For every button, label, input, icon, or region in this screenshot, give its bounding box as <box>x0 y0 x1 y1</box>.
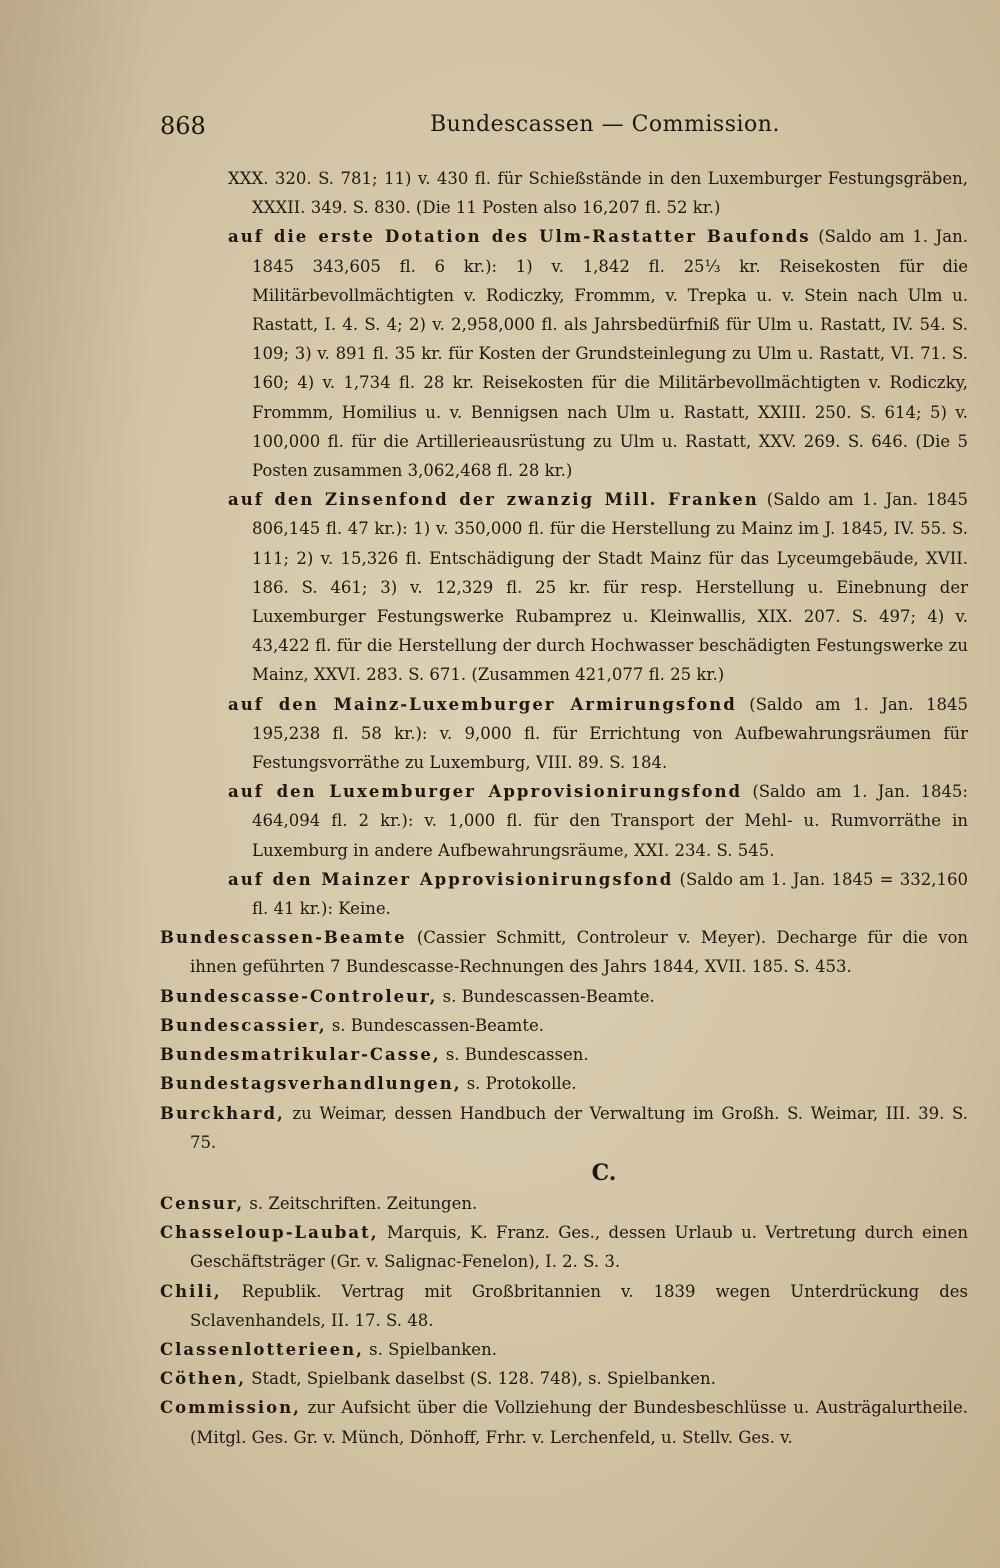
entry-heading: Burckhard, <box>160 1103 285 1123</box>
entry-heading: Commission, <box>160 1398 301 1418</box>
entry-text: Republik. Vertrag mit Großbritannien v. 1839 wegen Unterdrückung des Sclavenhandels, II. 17. S. 48. <box>190 1281 969 1330</box>
index-subentry <box>160 690 968 778</box>
entry-heading: Bundescassier, <box>160 1015 327 1035</box>
index-subentry <box>160 865 968 923</box>
entry-heading: auf den Luxemburger Approvisionirungsfond <box>228 782 742 802</box>
index-entry <box>160 1277 968 1335</box>
entry-text: s. Bundescassen-Beamte. <box>442 986 655 1006</box>
index-subentry <box>160 222 968 485</box>
entry-text: Stadt, Spielbank daselbst (S. 128. 748), s. Spielbanken. <box>251 1369 716 1389</box>
entry-heading: auf den Mainzer Approvisionirungsfond <box>228 869 674 889</box>
letter-section-heading: C. <box>591 1159 617 1186</box>
entry-text: (Saldo am 1. Jan. 1845 806,145 fl. 47 kr.): 1) v. 350,000 fl. für die Herstellung zu Mainz im J. 1845, IV. 55. S. 111; 2) v. 15,326 fl. Entschädigung der Stadt Mainz für das Lyceumgebäude, XVII. 186. S. 461; 3) v. 12,329 fl. 25 kr. für resp. Herstellung u. Einebnung der Luxemburger Festungswerke Rubamprez u. Kleinwallis, XIX. 207. S. 497; 4) v. 43,422 fl. für die Herstellung der durch Hochwasser beschädigten Festungswerke zu Mainz, XXVI. 283. S. 671. (Zusammen 421,077 fl. 25 kr.) <box>252 490 968 685</box>
entry-heading: Bundesmatrikular-Casse, <box>160 1045 441 1065</box>
index-entry <box>160 1040 968 1069</box>
running-title: Bundescassen — Commission. <box>430 112 780 137</box>
index-subentry <box>160 485 968 689</box>
entry-text: Marquis, K. Franz. Ges., dessen Urlaub u. Vertretung durch einen Geschäftsträger (Gr. v. Salignac-Fenelon), I. 2. S. 3. <box>190 1223 968 1272</box>
entry-heading: Censur, <box>160 1193 245 1213</box>
index-subentry <box>160 777 968 865</box>
index-subentry <box>160 164 968 222</box>
entry-heading: Bundescasse-Controleur, <box>160 986 438 1006</box>
entry-heading: Chili, <box>160 1281 222 1301</box>
entry-heading: auf den Mainz-Luxemburger Armirungsfond <box>228 694 737 714</box>
index-entry <box>160 1364 968 1393</box>
index-entry <box>160 923 968 981</box>
entry-text: (Saldo am 1. Jan. 1845: 464,094 fl. 2 kr.): v. 1,000 fl. für den Transport der Mehl- u. Rumvorräthe in Luxemburg in andere Aufbewahrungsräume, XXI. 234. S. 545. <box>252 782 968 860</box>
page-edge-shadow <box>0 0 150 1568</box>
entry-heading: auf die erste Dotation des Ulm-Rastatter Baufonds <box>228 227 811 247</box>
entry-text: zu Weimar, dessen Handbuch der Verwaltung im Großh. S. Weimar, III. 39. S. 75. <box>190 1103 968 1152</box>
entry-text: s. Bundescassen. <box>445 1045 589 1065</box>
entry-text: s. Spielbanken. <box>369 1339 497 1359</box>
entry-heading: Cöthen, <box>160 1369 246 1389</box>
index-entries <box>160 164 968 1452</box>
index-entry <box>160 1218 968 1276</box>
index-entry <box>160 1099 968 1157</box>
entry-heading: auf den Zinsenfond der zwanzig Mill. Franken <box>228 490 759 510</box>
page-header <box>160 112 968 154</box>
entry-text: (Saldo am 1. Jan. 1845 = 332,160 fl. 41 kr.): Keine. <box>252 869 968 919</box>
page-number: 868 <box>160 112 206 140</box>
entry-heading: Chasseloup-Laubat, <box>160 1223 379 1243</box>
entry-heading: Bundescassen-Beamte <box>160 928 407 948</box>
entry-text: (Saldo am 1. Jan. 1845 343,605 fl. 6 kr.): 1) v. 1,842 fl. 25⅓ kr. Reisekosten für die Militärbevollmächtigten v. Rodiczky, Frommm, v. Trepka u. v. Stein nach Ulm u. Rastatt, I. 4. S. 4; 2) v. 2,958,000 fl. als Jahrsbedürfniß für Ulm u. Rastatt, IV. 54. S. 109; 3) v. 891 fl. 35 kr. für Kosten der Grundsteinlegung zu Ulm u. Rastatt, VI. 71. S. 160; 4) v. 1,734 fl. 28 kr. Reisekosten für die Militärbevollmächtigten v. Rodiczky, Frommm, Homilius u. v. Bennigsen nach Ulm u. Rastatt, XXIII. 250. S. 614; 5) v. 100,000 fl. für die Artillerieausrüstung zu Ulm u. Rastatt, XXV. 269. S. 646. (Die 5 Posten zusammen 3,062,468 fl. 28 kr.) <box>252 227 968 481</box>
index-entry <box>160 1189 968 1218</box>
entry-text: XXX. 320. S. 781; 11) v. 430 fl. für Schießstände in den Luxemburger Festungsgräben, XXXII. 349. S. 830. (Die 11 Posten also 16,207 fl. 52 kr.) <box>228 169 968 218</box>
entry-heading: Bundestagsverhandlungen, <box>160 1074 462 1094</box>
index-entry <box>160 1335 968 1364</box>
entry-text: s. Zeitschriften. Zeitungen. <box>249 1193 478 1213</box>
index-entry <box>160 982 968 1011</box>
entry-text: zur Aufsicht über die Vollziehung der Bundesbeschlüsse u. Austrägalurtheile. (Mitgl. Ges. Gr. v. Münch, Dönhoff, Frhr. v. Lerchenfeld, u. Stellv. Ges. v. <box>190 1398 968 1447</box>
index-entry <box>160 1393 968 1451</box>
entry-text: s. Bundescassen-Beamte. <box>331 1015 544 1035</box>
entry-text: (Saldo am 1. Jan. 1845 195,238 fl. 58 kr.): v. 9,000 fl. für Errichtung von Aufbewahrungsräumen für Festungsvorräthe zu Luxemburg, VIII. 89. S. 184. <box>252 694 968 773</box>
entry-text: s. Protokolle. <box>466 1074 577 1094</box>
index-entry <box>160 1011 968 1040</box>
index-entry <box>160 1069 968 1098</box>
entry-text: (Cassier Schmitt, Controleur v. Meyer). Decharge für die von ihnen geführten 7 Bundescasse-Rechnungen des Jahrs 1844, XVII. 185. S. 453. <box>190 928 968 977</box>
entry-heading: Classenlotterieen, <box>160 1339 364 1359</box>
